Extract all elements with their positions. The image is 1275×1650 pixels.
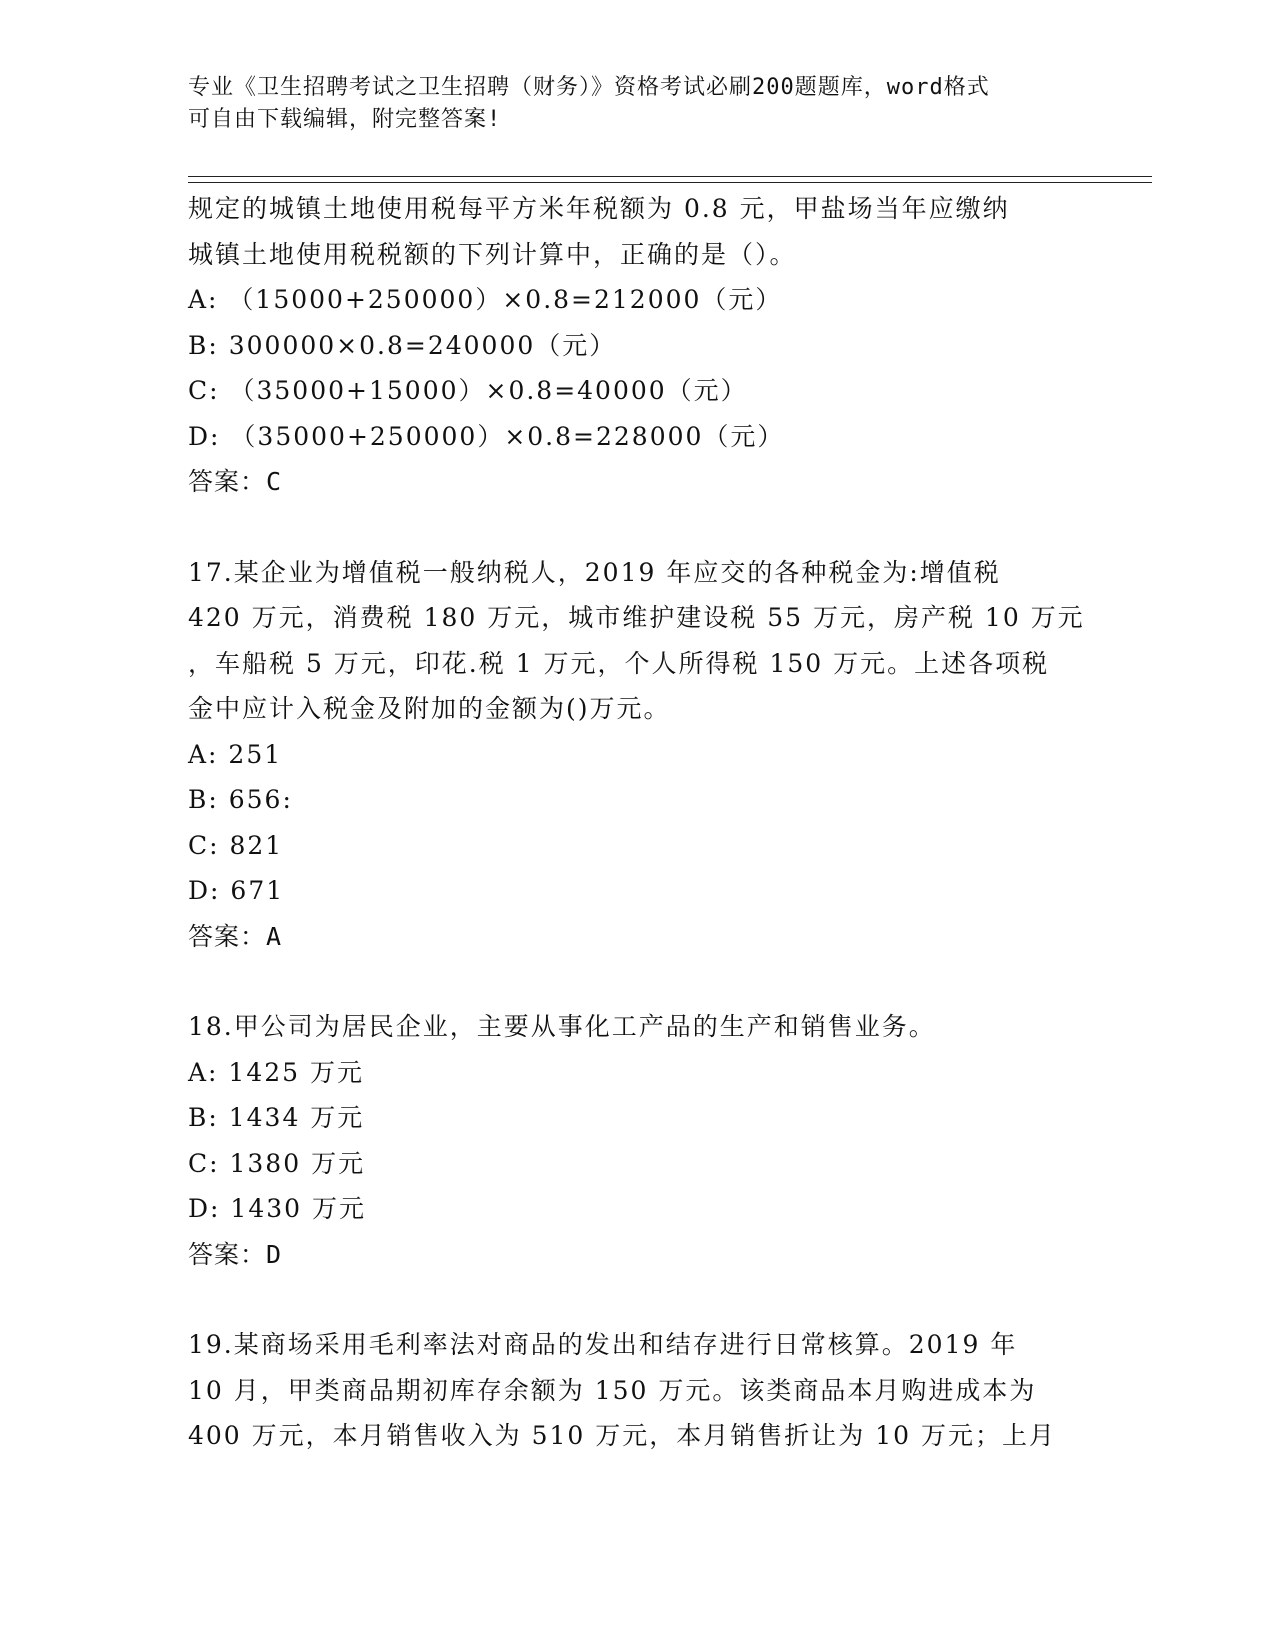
question-16: [188, 186, 1148, 505]
question-18: [188, 1004, 1148, 1277]
option-c: C: 1380 万元: [188, 1148, 366, 1178]
answer-line: 答案：C: [188, 467, 283, 496]
question-text-line: 18.甲公司为居民企业，主要从事化工产品的生产和销售业务。: [188, 1012, 936, 1041]
header-line-1: 专业《卫生招聘考试之卫生招聘（财务）》资格考试必刷200题题库，word格式: [188, 75, 990, 100]
question-text-line: 金中应计入税金及附加的金额为()万元。: [188, 694, 671, 723]
option-a: A: （15000+250000）×0.8=212000（元）: [188, 285, 783, 314]
option-c: C: 821: [188, 830, 284, 860]
option-a: A: 251: [188, 739, 283, 769]
question-text-line: 17.某企业为增值税一般纳税人，2019 年应交的各种税金为:增值税: [188, 557, 1001, 587]
question-text-line: 10 月，甲类商品期初库存余额为 150 万元。该类商品本月购进成本为: [188, 1375, 1037, 1405]
option-c: C: （35000+15000）×0.8=40000（元）: [188, 376, 748, 405]
header-line-2: 可自由下载编辑，附完整答案!: [188, 107, 502, 132]
option-d: D: （35000+250000）×0.8=228000（元）: [188, 421, 785, 451]
document-body: [188, 186, 1148, 1459]
option-b: B: 1434 万元: [188, 1103, 365, 1132]
answer-line: 答案：D: [188, 1239, 283, 1269]
question-text-line: 规定的城镇土地使用税每平方米年税额为 0.8 元，甲盐场当年应缴纳: [188, 194, 1010, 223]
option-a: A: 1425 万元: [188, 1057, 364, 1087]
question-text-line: 19.某商场采用毛利率法对商品的发出和结存进行日常核算。2019 年: [188, 1330, 1018, 1359]
question-text-line: 400 万元，本月销售收入为 510 万元，本月销售折让为 10 万元；上月: [188, 1421, 1056, 1450]
question-gap: [188, 505, 1148, 550]
header-divider: [188, 176, 1152, 183]
question-19: [188, 1322, 1148, 1459]
answer-line: 答案：A: [188, 921, 283, 951]
question-text-line: 城镇土地使用税税额的下列计算中，正确的是（）。: [188, 239, 797, 269]
option-b: B: 656:: [188, 785, 293, 814]
question-text-line: ，车船税 5 万元，印花.税 1 万元，个人所得税 150 万元。上述各项税: [188, 648, 1050, 678]
option-d: D: 1430 万元: [188, 1194, 366, 1223]
question-gap: [188, 1277, 1148, 1322]
question-text-line: 420 万元，消费税 180 万元，城市维护建设税 55 万元，房产税 10 万元: [188, 603, 1085, 632]
document-header: [188, 72, 1068, 136]
question-17: [188, 550, 1148, 960]
option-d: D: 671: [188, 876, 285, 905]
question-gap: [188, 959, 1148, 1004]
option-b: B: 300000×0.8=240000（元）: [188, 330, 617, 360]
